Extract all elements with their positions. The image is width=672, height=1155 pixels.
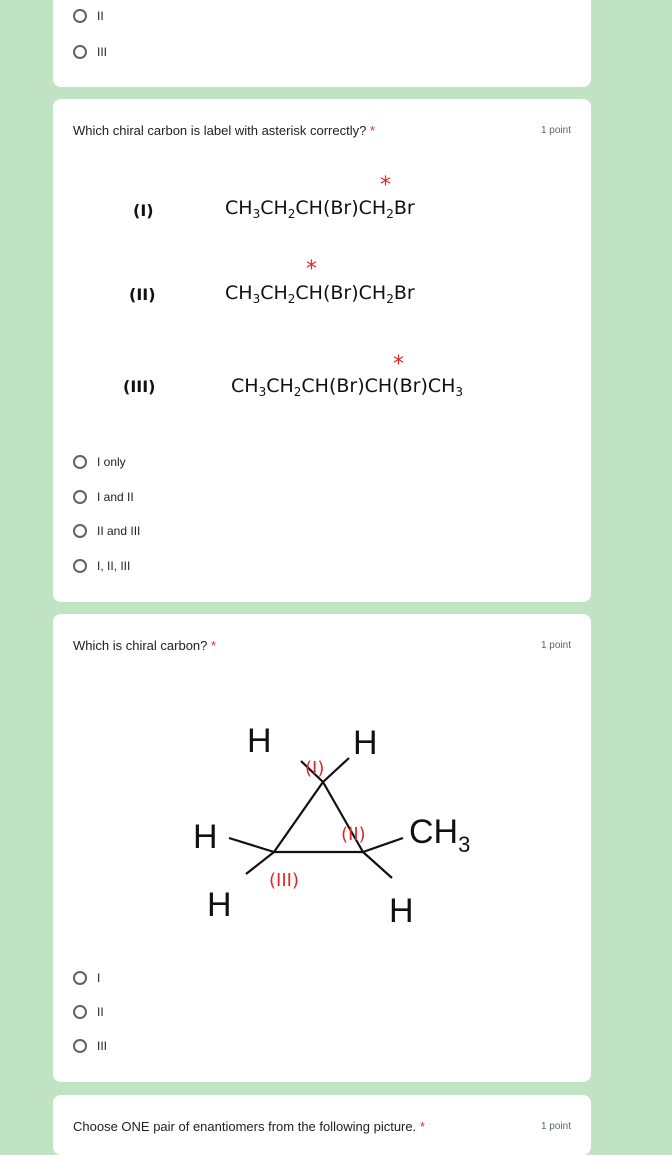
- required-mark: *: [211, 638, 217, 653]
- option-label: I only: [97, 455, 126, 469]
- atom-h-left: H: [193, 818, 218, 856]
- atom-h-lower-right: H: [389, 892, 414, 930]
- option-label: III: [97, 1039, 108, 1053]
- formula-i: $CH_3CH_2CH(Br)CH_2Br$: [225, 197, 415, 221]
- option-i-and-ii[interactable]: [73, 490, 134, 504]
- option-label: II: [97, 9, 104, 23]
- formula-ii: $CH_3CH_2CH(Br)CH_2Br$: [225, 282, 415, 306]
- points-label: 1 point: [540, 1121, 571, 1132]
- atom-h-top-right: H: [353, 724, 378, 762]
- cyclopropane-diagram: [53, 694, 591, 954]
- question-card-chiral-carbon: [53, 614, 591, 1082]
- previous-question-card: [53, 0, 591, 87]
- question-title: Which is chiral carbon? *: [73, 638, 217, 653]
- bond-top-right-h: [323, 758, 349, 782]
- bond-ch3: [363, 838, 403, 852]
- option-label: I: [97, 971, 101, 985]
- option-all[interactable]: [73, 559, 130, 573]
- option-ii[interactable]: [73, 9, 104, 23]
- ch3-group: $CH_3$: [409, 813, 471, 857]
- required-mark: *: [369, 123, 376, 138]
- radio-button[interactable]: [73, 524, 87, 538]
- option-iii[interactable]: [73, 45, 107, 59]
- asterisk-marker-iii: *: [393, 352, 404, 377]
- question-card-enantiomers: [53, 1095, 591, 1155]
- option-label: II and III: [97, 524, 141, 538]
- option-ii[interactable]: [73, 1005, 104, 1019]
- structure-label-i: (I): [133, 201, 154, 220]
- radio-button[interactable]: [73, 490, 87, 504]
- option-ii-and-iii[interactable]: [73, 524, 140, 538]
- asterisk-marker-i: *: [380, 173, 391, 198]
- option-i[interactable]: [73, 971, 100, 985]
- bond-lower-right-h: [363, 852, 392, 878]
- radio-button[interactable]: [73, 559, 87, 573]
- question-card-chiral-asterisk: [53, 99, 591, 602]
- option-label: II: [97, 1005, 104, 1019]
- option-i-only[interactable]: [73, 455, 126, 469]
- radio-button[interactable]: [73, 9, 87, 23]
- points-label: 1 point: [540, 125, 571, 136]
- question-title: Choose ONE pair of enantiomers from the following picture. *: [73, 1119, 425, 1134]
- carbon-label-i: (I): [305, 758, 325, 779]
- question-title: Which chiral carbon is label with asterisk correctly? *: [73, 123, 376, 138]
- option-label: I and II: [97, 490, 134, 504]
- radio-button[interactable]: [73, 971, 87, 985]
- ring-bond-left: [274, 782, 323, 852]
- option-iii[interactable]: [73, 1039, 107, 1053]
- radio-button[interactable]: [73, 455, 87, 469]
- bond-left-h: [229, 838, 274, 852]
- option-label: III: [97, 45, 108, 59]
- asterisk-marker-ii: *: [306, 257, 317, 282]
- atom-h-top-left: H: [247, 722, 272, 760]
- required-mark: *: [419, 1119, 425, 1134]
- formula-iii: $CH_3CH_2CH(Br)CH(Br)CH_3$: [231, 375, 464, 399]
- structure-label-ii: (II): [129, 285, 156, 304]
- carbon-label-iii: (III): [269, 870, 299, 891]
- points-label: 1 point: [540, 640, 571, 651]
- radio-button[interactable]: [73, 1005, 87, 1019]
- carbon-label-ii: (II): [341, 824, 366, 845]
- option-label: I, II, III: [97, 559, 131, 573]
- radio-button[interactable]: [73, 45, 87, 59]
- structure-label-iii: (III): [123, 377, 156, 396]
- atom-h-lower-left: H: [207, 886, 232, 924]
- radio-button[interactable]: [73, 1039, 87, 1053]
